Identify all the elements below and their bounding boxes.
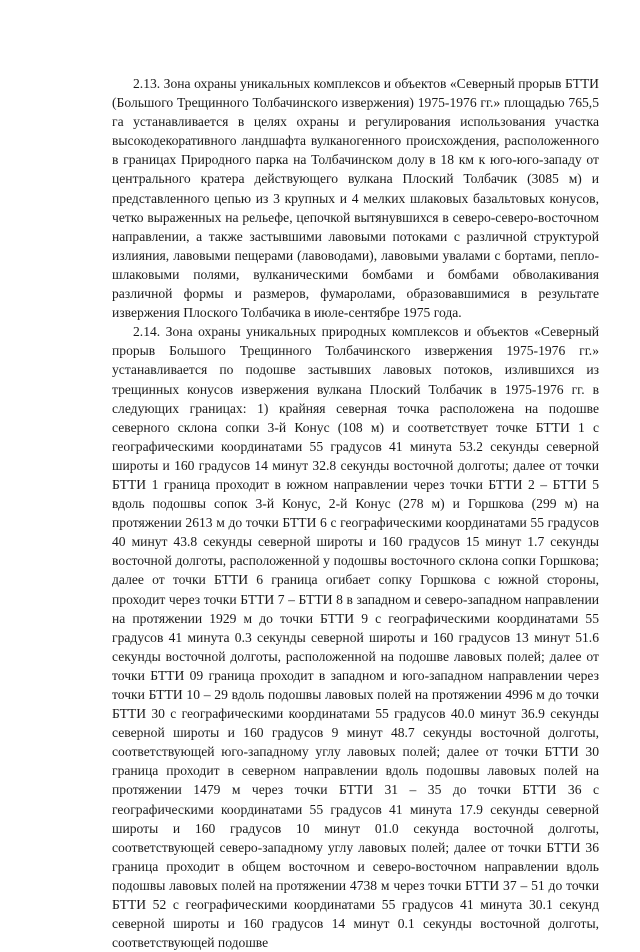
paragraph-2-13: 2.13. Зона охраны уникальных комплексов и объектов «Северный прорыв БТТИ (Большого Трещинного Толбачинского извержения) 1975-1976 гг.» площадью 765,5 га устанавливается в целях охраны и регулирования использования участка высокодекоративного ландшафта вулканогенного происхождения, расположенного в границах Природного парка на Толбачинском долу в 18 км к юго-юго-западу от центрального кратера действующего вулкана Плоский Толбачик (3085 м) и представленного цепью из 3 крупных и 4 мелких шлаковых базальтовых конусов, четко выраженных на рельефе, цепочкой вытянувшихся в северо-северо-восточном направлении, а также застывшими лавовыми потоками с различной структурой излияния, лавовыми пещерами (лавоводами), лавовыми увалами с бортами, пепло-шлаковыми полями, вулканическими бомбами и бомбами обволакивания различной формы и размеров, фумаролами, образовавшимися в результате извержения Плоского Толбачика в июле-сентябре 1975 года. [112,76,599,321]
document-body [112,74,599,952]
paragraph-2-14: 2.14. Зона охраны уникальных природных комплексов и объектов «Северный прорыв Большого Трещинного Толбачинского извержения 1975-1976 гг.» устанавливается по подошве застывших лавовых потоков, излившихся из трещинных конусов извержения вулкана Плоский Толбачик в 1975-1976 гг. в следующих границах: 1) крайняя северная точка расположена на подошве северного склона сопки 3-й Конус (108 м) и соответствует точке БТТИ 1 с географическими координатами 55 градусов 41 минута 53.2 секунды северной широты и 160 градусов 14 минут 32.8 секунды восточной долготы; далее от точки БТТИ 1 граница проходит в южном направлении через точки БТТИ 2 – БТТИ 5 вдоль подошвы сопок 3-й Конус, 2-й Конус (278 м) и Горшкова (299 м) на протяжении 2613 м до точки БТТИ 6 с географическими координатами 55 градусов 40 минут 43.8 секунды северной широты и 160 градусов 15 минут 1.7 секунды восточной долготы, расположенной у подошвы восточного склона сопки Горшкова; далее от точки БТТИ 6 граница огибает сопку Горшкова с южной стороны, проходит через точки БТТИ 7 – БТТИ 8 в западном и северо-западном направлении на протяжении 1929 м до точки БТТИ 9 с географическими координатами 55 градусов 41 минута 0.3 секунды северной широты и 160 градусов 13 минут 51.6 секунды восточной долготы, расположенной на подошве лавовых полей; далее от точки БТТИ 09 граница проходит в западном и юго-западном направлении через точки БТТИ 10 – 29 вдоль подошвы лавовых полей на протяжении 4996 м до точки БТТИ 30 с географическими координатами 55 градусов 40.0 минут 36.9 секунды северной широты и 160 градусов 9 минут 48.7 секунды восточной долготы, соответствующей юго-западному углу лавовых полей; далее от точки БТТИ 30 граница проходит в северном направлении вдоль подошвы лавовых полей на протяжении 1479 м через точки БТТИ 31 – 35 до точки БТТИ 36 с географическими координатами 55 градусов 41 минута 17.9 секунды северной широты и 160 градусов 10 минут 01.0 секунда восточной долготы, соответствующей северо-западному углу лавовых полей; далее от точки БТТИ 36 граница проходит в общем восточном и северо-восточном направлении вдоль подошвы лавовых полей на протяжении 4738 м через точки БТТИ 37 – 51 до точки БТТИ 52 с географическими координатами 55 градусов 41 минута 30.1 секунд северной широты и 160 градусов 14 минут 0.1 секунды восточной долготы, соответствующей подошве [112,324,599,951]
